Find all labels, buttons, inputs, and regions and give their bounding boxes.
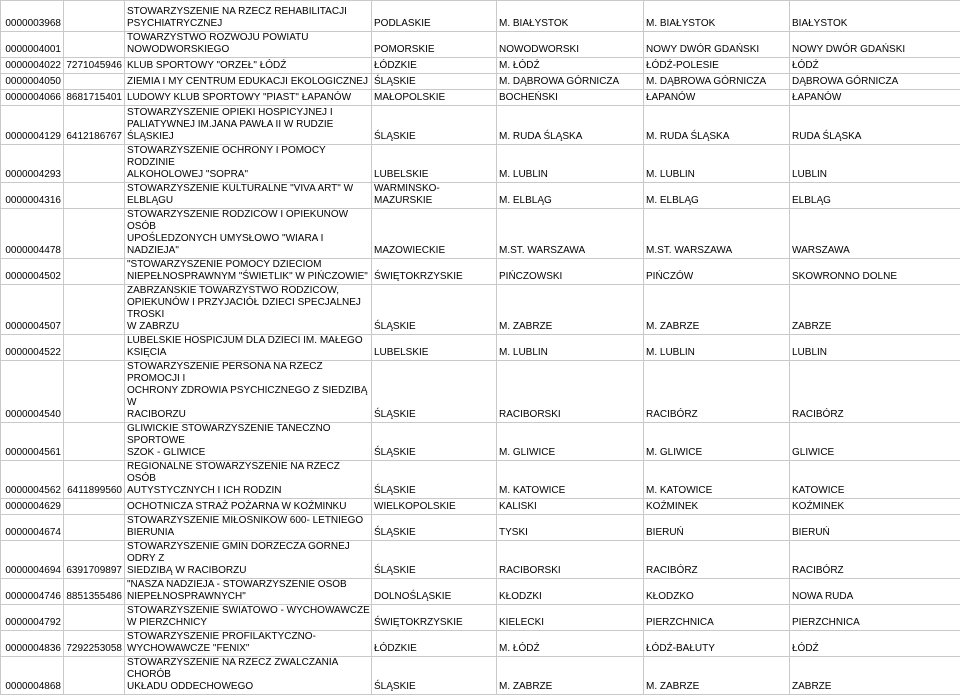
cell-city[interactable]: ELBLĄG	[790, 183, 960, 209]
cell-organization-name[interactable]: LUBELSKIE HOSPICJUM DLA DZIECI IM. MAŁEGO KSIĘCIA	[125, 335, 372, 361]
cell-organization-name[interactable]: ZIEMIA I MY CENTRUM EDUKACJI EKOLOGICZNEJ	[125, 74, 372, 90]
cell-city[interactable]: RACIBÓRZ	[790, 361, 960, 423]
cell-commune[interactable]: M. RUDA ŚLĄSKA	[644, 106, 790, 145]
cell-voivodeship[interactable]: ŚLĄSKIE	[372, 657, 497, 695]
cell-city[interactable]: BIAŁYSTOK	[790, 1, 960, 32]
cell-regon-number[interactable]	[64, 209, 125, 259]
cell-organization-name[interactable]: LUDOWY KLUB SPORTOWY "PIAST" ŁAPANÓW	[125, 90, 372, 106]
cell-organization-name[interactable]: "NASZA NADZIEJA - STOWARZYSZENIE OSÓB NIEPEŁNOSPRAWNYCH"	[125, 579, 372, 605]
cell-organization-name[interactable]: STOWARZYSZENIE OPIEKI HOSPICYJNEJ I PALIATYWNEJ IM.JANA PAWŁA II W RUDZIE ŚLĄSKIEJ	[125, 106, 372, 145]
cell-organization-name[interactable]: OCHOTNICZA STRAŻ POŻARNA W KOŹMINKU	[125, 499, 372, 515]
cell-krs-number[interactable]: 0000004066	[1, 90, 64, 106]
cell-organization-name[interactable]: STOWARZYSZENIE NA RZECZ REHABILITACJI PSYCHIATRYCZNEJ	[125, 1, 372, 32]
table-row	[1, 74, 960, 90]
cell-regon-number[interactable]	[64, 335, 125, 361]
cell-krs-number[interactable]: 0000004001	[1, 32, 64, 58]
cell-commune[interactable]: M. KATOWICE	[644, 461, 790, 499]
cell-county[interactable]: M. BIAŁYSTOK	[497, 1, 644, 32]
cell-regon-number[interactable]	[64, 183, 125, 209]
cell-krs-number[interactable]: 0000004629	[1, 499, 64, 515]
cell-commune[interactable]: BIERUŃ	[644, 515, 790, 541]
cell-city[interactable]: NOWY DWÓR GDAŃSKI	[790, 32, 960, 58]
cell-organization-name[interactable]: STOWARZYSZENIE MIŁOŚNIKÓW 600- LETNIEGO BIERUNIA	[125, 515, 372, 541]
cell-commune[interactable]: RACIBÓRZ	[644, 541, 790, 579]
cell-voivodeship[interactable]: ŚWIĘTOKRZYSKIE	[372, 605, 497, 631]
cell-city[interactable]: LUBLIN	[790, 335, 960, 361]
cell-voivodeship[interactable]: PODLASKIE	[372, 1, 497, 32]
cell-krs-number[interactable]: 0000004562	[1, 461, 64, 499]
table-row	[1, 461, 960, 499]
table-row	[1, 58, 960, 74]
cell-regon-number[interactable]	[64, 657, 125, 695]
cell-organization-name[interactable]: GLIWICKIE STOWARZYSZENIE TANECZNO SPORTOWE SZOK - GLIWICE	[125, 423, 372, 461]
cell-krs-number[interactable]: 0000003968	[1, 1, 64, 32]
cell-commune[interactable]: M. ELBLĄG	[644, 183, 790, 209]
cell-krs-number[interactable]: 0000004836	[1, 631, 64, 657]
cell-regon-number[interactable]	[64, 145, 125, 183]
cell-commune[interactable]: M. GLIWICE	[644, 423, 790, 461]
cell-organization-name[interactable]: TOWARZYSTWO ROZWOJU POWIATU NOWODWORSKIEGO	[125, 32, 372, 58]
cell-organization-name[interactable]: STOWARZYSZENIE ŚWIATOWO - WYCHOWAWCZE W PIERZCHNICY	[125, 605, 372, 631]
table-row	[1, 259, 960, 285]
table-row	[1, 183, 960, 209]
cell-voivodeship[interactable]: ŚLĄSKIE	[372, 361, 497, 423]
cell-krs-number[interactable]: 0000004502	[1, 259, 64, 285]
cell-krs-number[interactable]: 0000004129	[1, 106, 64, 145]
cell-commune[interactable]: NOWY DWÓR GDAŃSKI	[644, 32, 790, 58]
cell-county[interactable]: M. KATOWICE	[497, 461, 644, 499]
cell-county[interactable]: M. DĄBROWA GÓRNICZA	[497, 74, 644, 90]
cell-county[interactable]: M. ŁÓDŹ	[497, 58, 644, 74]
cell-commune[interactable]: ŁÓDŹ-BAŁUTY	[644, 631, 790, 657]
cell-county[interactable]: M. GLIWICE	[497, 423, 644, 461]
cell-regon-number[interactable]	[64, 605, 125, 631]
cell-krs-number[interactable]: 0000004561	[1, 423, 64, 461]
cell-city[interactable]: GLIWICE	[790, 423, 960, 461]
cell-regon-number[interactable]: 6411899560	[64, 461, 125, 499]
table-row	[1, 515, 960, 541]
cell-voivodeship[interactable]: ŚLĄSKIE	[372, 541, 497, 579]
cell-county[interactable]: M. RUDA ŚLĄSKA	[497, 106, 644, 145]
cell-regon-number[interactable]	[64, 32, 125, 58]
cell-organization-name[interactable]: STOWARZYSZENIE GMIN DORZECZA GÓRNEJ ODRY Z SIEDZIBĄ W RACIBORZU	[125, 541, 372, 579]
cell-city[interactable]: PIERZCHNICA	[790, 605, 960, 631]
table-row	[1, 285, 960, 335]
cell-krs-number[interactable]: 0000004478	[1, 209, 64, 259]
cell-city[interactable]: BIERUŃ	[790, 515, 960, 541]
table-row	[1, 1, 960, 32]
cell-voivodeship[interactable]: ŚLĄSKIE	[372, 106, 497, 145]
cell-organization-name[interactable]: REGIONALNE STOWARZYSZENIE NA RZECZ OSÓB AUTYSTYCZNYCH I ICH RODZIN	[125, 461, 372, 499]
cell-voivodeship[interactable]: ŚLĄSKIE	[372, 515, 497, 541]
table-row	[1, 361, 960, 423]
cell-organization-name[interactable]: STOWARZYSZENIE PROFILAKTYCZNO- WYCHOWAWCZE "FENIX"	[125, 631, 372, 657]
cell-organization-name[interactable]: STOWARZYSZENIE RODZICÓW I OPIEKUNÓW OSÓB UPOŚLEDZONYCH UMYSŁOWO "WIARA I NADZIEJA"	[125, 209, 372, 259]
cell-voivodeship[interactable]: MAŁOPOLSKIE	[372, 90, 497, 106]
table-row	[1, 145, 960, 183]
cell-county[interactable]: NOWODWORSKI	[497, 32, 644, 58]
cell-county[interactable]: KŁODZKI	[497, 579, 644, 605]
cell-regon-number[interactable]	[64, 1, 125, 32]
cell-city[interactable]: ŁAPANÓW	[790, 90, 960, 106]
cell-city[interactable]: RACIBÓRZ	[790, 541, 960, 579]
table-row	[1, 106, 960, 145]
cell-voivodeship[interactable]: WIELKOPOLSKIE	[372, 499, 497, 515]
cell-voivodeship[interactable]: WARMIŃSKO-MAZURSKIE	[372, 183, 497, 209]
cell-county[interactable]: M. ŁÓDŹ	[497, 631, 644, 657]
cell-commune[interactable]: M. BIAŁYSTOK	[644, 1, 790, 32]
cell-commune[interactable]: M. LUBLIN	[644, 335, 790, 361]
cell-krs-number[interactable]: 0000004868	[1, 657, 64, 695]
table-row	[1, 657, 960, 695]
cell-krs-number[interactable]: 0000004522	[1, 335, 64, 361]
cell-city[interactable]: RUDA ŚLĄSKA	[790, 106, 960, 145]
table-row	[1, 423, 960, 461]
cell-commune[interactable]: KOŹMINEK	[644, 499, 790, 515]
cell-county[interactable]: M.ST. WARSZAWA	[497, 209, 644, 259]
cell-organization-name[interactable]: STOWARZYSZENIE OCHRONY I POMOCY RODZINIE ALKOHOLOWEJ "SOPRA"	[125, 145, 372, 183]
table-row	[1, 90, 960, 106]
cell-regon-number[interactable]	[64, 515, 125, 541]
cell-commune[interactable]: M.ST. WARSZAWA	[644, 209, 790, 259]
cell-voivodeship[interactable]: ŁÓDZKIE	[372, 631, 497, 657]
cell-regon-number[interactable]: 6391709897	[64, 541, 125, 579]
cell-regon-number[interactable]	[64, 259, 125, 285]
table-row	[1, 32, 960, 58]
cell-commune[interactable]: ŁÓDŹ-POLESIE	[644, 58, 790, 74]
cell-regon-number[interactable]	[64, 74, 125, 90]
cell-city[interactable]: ZABRZE	[790, 285, 960, 335]
cell-krs-number[interactable]: 0000004316	[1, 183, 64, 209]
cell-commune[interactable]: M. DĄBROWA GÓRNICZA	[644, 74, 790, 90]
cell-organization-name[interactable]: STOWARZYSZENIE NA RZECZ ZWALCZANIA CHORÓB UKŁADU ODDECHOWEGO	[125, 657, 372, 695]
cell-organization-name[interactable]: ZABRZAŃSKIE TOWARZYSTWO RODZICÓW, OPIEKUNÓW I PRZYJACIÓŁ DZIECI SPECJALNEJ TROSKI W ZABRZU	[125, 285, 372, 335]
cell-regon-number[interactable]	[64, 499, 125, 515]
cell-krs-number[interactable]: 0000004694	[1, 541, 64, 579]
cell-krs-number[interactable]: 0000004792	[1, 605, 64, 631]
cell-city[interactable]: ŁÓDŹ	[790, 631, 960, 657]
cell-krs-number[interactable]: 0000004293	[1, 145, 64, 183]
cell-krs-number[interactable]: 0000004022	[1, 58, 64, 74]
cell-county[interactable]: BOCHEŃSKI	[497, 90, 644, 106]
table-row	[1, 499, 960, 515]
table-row	[1, 631, 960, 657]
cell-voivodeship[interactable]: ŚLĄSKIE	[372, 423, 497, 461]
cell-city[interactable]: LUBLIN	[790, 145, 960, 183]
cell-city[interactable]: KATOWICE	[790, 461, 960, 499]
table-row	[1, 209, 960, 259]
cell-krs-number[interactable]: 0000004674	[1, 515, 64, 541]
cell-county[interactable]: RACIBORSKI	[497, 361, 644, 423]
cell-voivodeship[interactable]: ŚLĄSKIE	[372, 285, 497, 335]
cell-county[interactable]: M. ZABRZE	[497, 285, 644, 335]
cell-city[interactable]: ZABRZE	[790, 657, 960, 695]
table-row	[1, 541, 960, 579]
cell-voivodeship[interactable]: ŚLĄSKIE	[372, 74, 497, 90]
cell-organization-name[interactable]: "STOWARZYSZENIE POMOCY DZIECIOM NIEPEŁNOSPRAWNYM "ŚWIETLIK" W PIŃCZOWIE"	[125, 259, 372, 285]
cell-commune[interactable]: M. LUBLIN	[644, 145, 790, 183]
cell-county[interactable]: KIELECKI	[497, 605, 644, 631]
cell-krs-number[interactable]: 0000004507	[1, 285, 64, 335]
cell-county[interactable]: KALISKI	[497, 499, 644, 515]
cell-commune[interactable]: RACIBÓRZ	[644, 361, 790, 423]
cell-commune[interactable]: M. ZABRZE	[644, 285, 790, 335]
cell-commune[interactable]: PIŃCZÓW	[644, 259, 790, 285]
cell-commune[interactable]: PIERZCHNICA	[644, 605, 790, 631]
cell-voivodeship[interactable]: LUBELSKIE	[372, 335, 497, 361]
cell-county[interactable]: M. LUBLIN	[497, 145, 644, 183]
cell-county[interactable]: M. ZABRZE	[497, 657, 644, 695]
cell-regon-number[interactable]	[64, 361, 125, 423]
cell-regon-number[interactable]: 6412186767	[64, 106, 125, 145]
cell-regon-number[interactable]: 8851355486	[64, 579, 125, 605]
cell-city[interactable]: SKOWRONNO DOLNE	[790, 259, 960, 285]
cell-regon-number[interactable]	[64, 285, 125, 335]
cell-organization-name[interactable]: STOWARZYSZENIE PERSONA NA RZECZ PROMOCJI I OCHRONY ZDROWIA PSYCHICZNEGO Z SIEDZIBĄ W RACIBORZU	[125, 361, 372, 423]
cell-commune[interactable]: KŁODZKO	[644, 579, 790, 605]
cell-county[interactable]: PIŃCZOWSKI	[497, 259, 644, 285]
cell-city[interactable]: NOWA RUDA	[790, 579, 960, 605]
cell-voivodeship[interactable]: ŚLĄSKIE	[372, 461, 497, 499]
cell-county[interactable]: M. ELBLĄG	[497, 183, 644, 209]
cell-commune[interactable]: M. ZABRZE	[644, 657, 790, 695]
table-row	[1, 579, 960, 605]
cell-county[interactable]: TYSKI	[497, 515, 644, 541]
cell-city[interactable]: ŁÓDŹ	[790, 58, 960, 74]
registry-table-body	[1, 1, 960, 695]
cell-commune[interactable]: ŁAPANÓW	[644, 90, 790, 106]
cell-voivodeship[interactable]: POMORSKIE	[372, 32, 497, 58]
cell-voivodeship[interactable]: DOLNOŚLĄSKIE	[372, 579, 497, 605]
cell-voivodeship[interactable]: ŁÓDZKIE	[372, 58, 497, 74]
cell-regon-number[interactable]: 7271045946	[64, 58, 125, 74]
cell-city[interactable]: WARSZAWA	[790, 209, 960, 259]
cell-regon-number[interactable]: 8681715401	[64, 90, 125, 106]
cell-voivodeship[interactable]: ŚWIĘTOKRZYSKIE	[372, 259, 497, 285]
cell-regon-number[interactable]	[64, 423, 125, 461]
cell-organization-name[interactable]: STOWARZYSZENIE KULTURALNE "VIVA ART" W ELBLĄGU	[125, 183, 372, 209]
cell-krs-number[interactable]: 0000004746	[1, 579, 64, 605]
cell-voivodeship[interactable]: LUBELSKIE	[372, 145, 497, 183]
cell-organization-name[interactable]: KLUB SPORTOWY "ORZEŁ" ŁÓDŹ	[125, 58, 372, 74]
table-row	[1, 335, 960, 361]
cell-krs-number[interactable]: 0000004050	[1, 74, 64, 90]
cell-city[interactable]: KOŹMINEK	[790, 499, 960, 515]
cell-regon-number[interactable]: 7292253058	[64, 631, 125, 657]
cell-krs-number[interactable]: 0000004540	[1, 361, 64, 423]
table-row	[1, 605, 960, 631]
cell-voivodeship[interactable]: MAZOWIECKIE	[372, 209, 497, 259]
cell-county[interactable]: RACIBORSKI	[497, 541, 644, 579]
cell-county[interactable]: M. LUBLIN	[497, 335, 644, 361]
cell-city[interactable]: DĄBROWA GÓRNICZA	[790, 74, 960, 90]
